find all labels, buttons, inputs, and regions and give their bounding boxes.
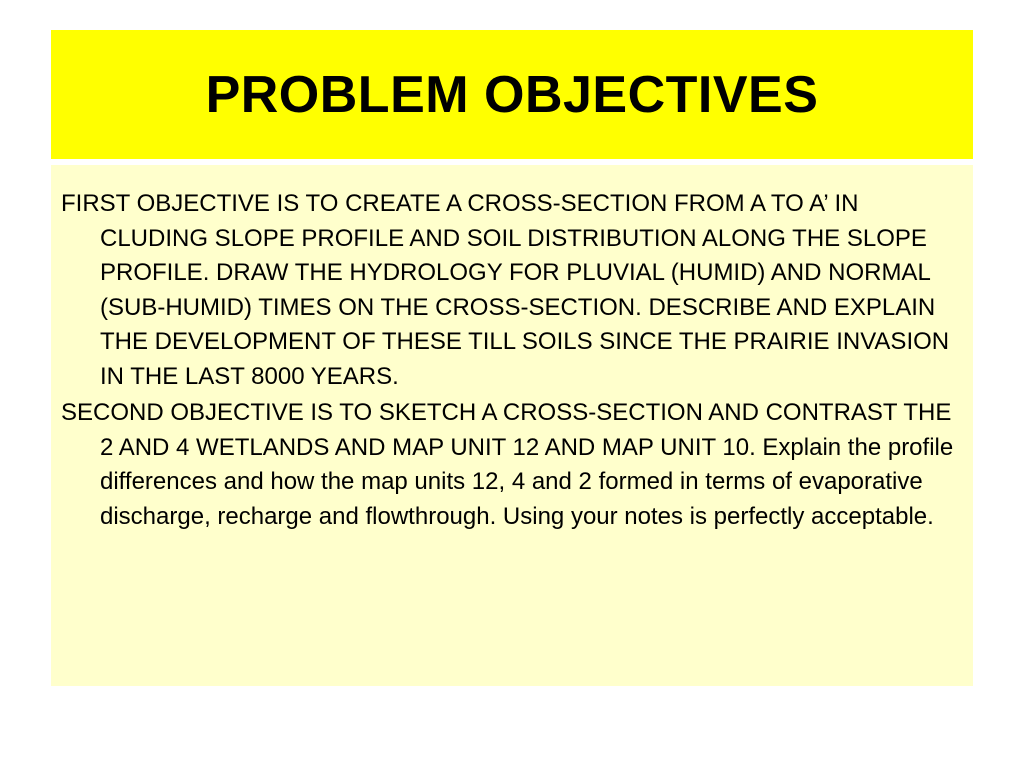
slide-title: PROBLEM OBJECTIVES <box>205 65 819 124</box>
objective-second: SECOND OBJECTIVE IS TO SKETCH A CROSS-SECTION AND CONTRAST THE 2 AND 4 WETLANDS AND MAP UNIT 12 AND MAP UNIT 10. Explain the profile differences and how the map units 12, 4 and 2 formed in terms of evaporative discharge, recharge and flowthrough. Using your notes is perfectly acceptable. <box>61 399 954 530</box>
objective-first: FIRST OBJECTIVE IS TO CREATE A CROSS-SECTION FROM A TO A’ IN CLUDING SLOPE PROFILE AND SOIL DISTRIBUTION ALONG THE SLOPE PROFILE. DRAW THE HYDROLOGY FOR PLUVIAL (HUMID) AND NORMAL (SUB-HUMID) TIMES ON THE CROSS-SECTION. DESCRIBE AND EXPLAIN THE DEVELOPMENT OF THESE TILL SOILS SINCE THE PRAIRIE INVASION IN THE LAST 8000 YEARS. <box>61 190 950 390</box>
slide-content-area <box>51 165 973 686</box>
slide-title-banner <box>51 30 973 159</box>
